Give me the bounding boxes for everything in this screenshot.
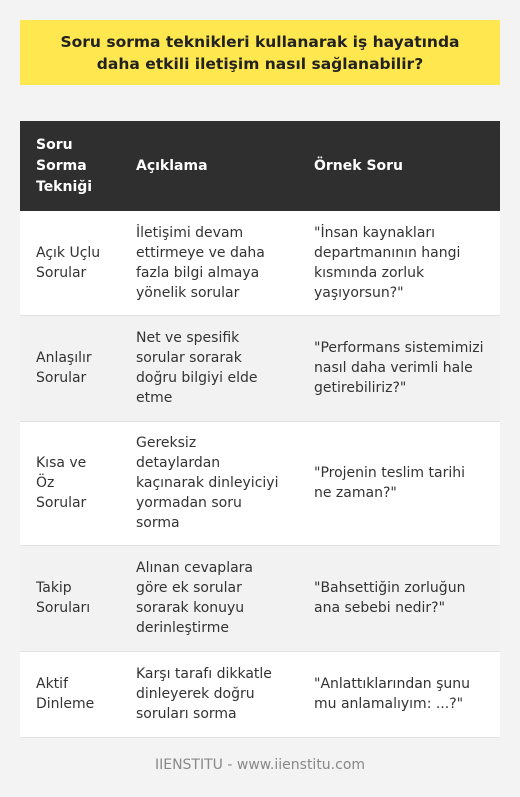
header-technique: Soru Sorma Tekniği — [20, 121, 120, 211]
cell-description: Alınan cevaplara göre ek sorular sorarak konuyu derinleştirme — [120, 545, 298, 651]
cell-technique: Aktif Dinleme — [20, 651, 120, 737]
cell-technique: Anlaşılır Sorular — [20, 315, 120, 421]
header-example: Örnek Soru — [298, 121, 500, 211]
cell-description: Karşı tarafı dikkatle dinleyerek doğru soruları sorma — [120, 651, 298, 737]
cell-description: Net ve spesifik sorular sorarak doğru bilgiyi elde etme — [120, 315, 298, 421]
cell-example: "Projenin teslim tarihi ne zaman?" — [298, 421, 500, 545]
title-banner — [20, 20, 500, 85]
table-row — [20, 315, 500, 421]
cell-example: "Performans sistemimizi nasıl daha verimli hale getirebiliriz?" — [298, 315, 500, 421]
cell-example: "Anlattıklarından şunu mu anlamalıyım: ...?" — [298, 651, 500, 737]
techniques-table — [20, 121, 500, 738]
cell-example: "İnsan kaynakları departmanının hangi kısmında zorluk yaşıyorsun?" — [298, 211, 500, 315]
table-row — [20, 545, 500, 651]
cell-example: "Bahsettiğin zorluğun ana sebebi nedir?" — [298, 545, 500, 651]
cell-technique: Kısa ve Öz Sorular — [20, 421, 120, 545]
table-row — [20, 421, 500, 545]
cell-description: İletişimi devam ettirmeye ve daha fazla bilgi almaya yönelik sorular — [120, 211, 298, 315]
table-header-row — [20, 121, 500, 211]
cell-technique: Açık Uçlu Sorular — [20, 211, 120, 315]
footer-credit: IIENSTITU - www.iienstitu.com — [154, 757, 366, 773]
table-row — [20, 211, 500, 315]
cell-technique: Takip Soruları — [20, 545, 120, 651]
page-title: Soru sorma teknikleri kullanarak iş hayatında daha etkili iletişim nasıl sağlanabilir? — [60, 32, 460, 73]
table-row — [20, 651, 500, 737]
cell-description: Gereksiz detaylardan kaçınarak dinleyiciyi yormadan soru sorma — [120, 421, 298, 545]
header-description: Açıklama — [120, 121, 298, 211]
